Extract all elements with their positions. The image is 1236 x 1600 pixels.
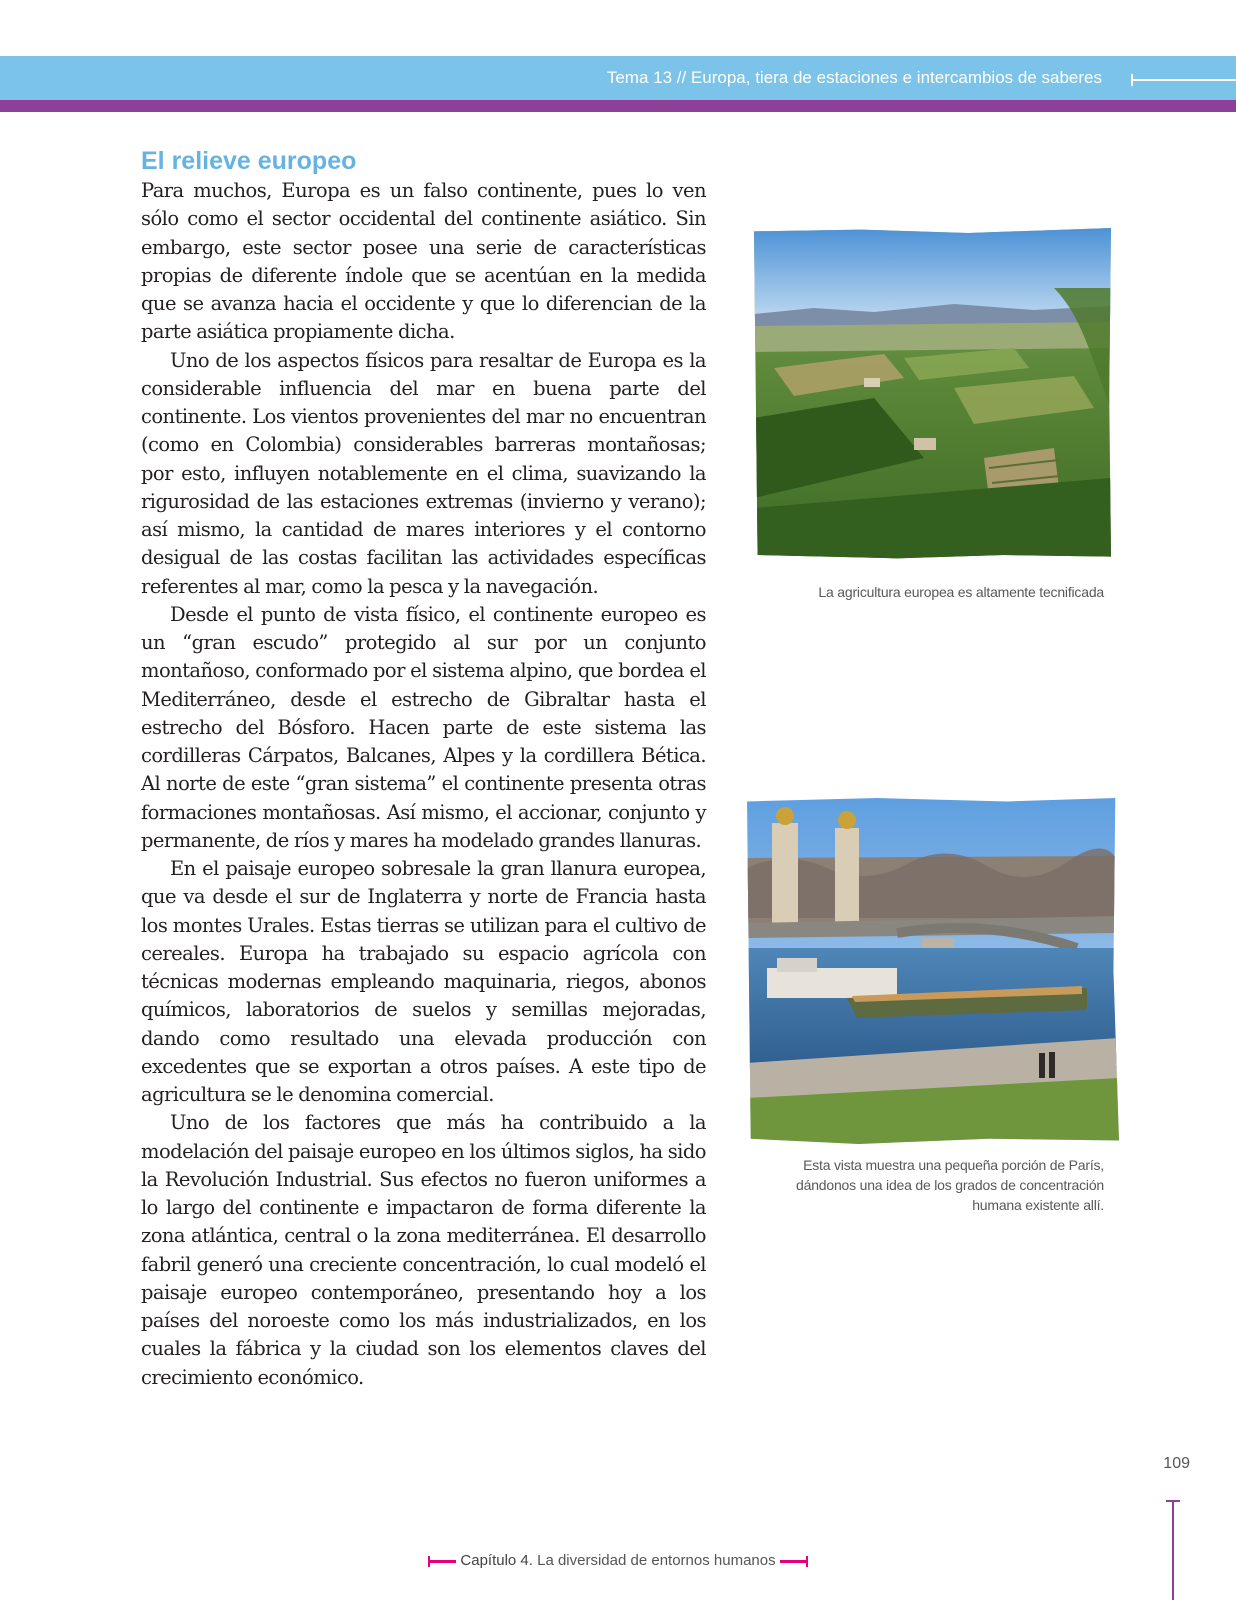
footer-rule-left [428,1560,456,1563]
figure-caption: Esta vista muestra una pequeña porción de París, dándonos una idea de los grados de concentración humana existente allí. [796,1157,1104,1213]
paris-river-illustration [747,798,1119,1144]
agriculture-landscape-illustration [754,228,1111,560]
running-header: Tema 13 // Europa, tiera de estaciones e intercambios de saberes [606,68,1102,87]
footer-chapter-title: La diversidad de entornos humanos [537,1552,776,1569]
paragraph: Uno de los factores que más ha contribuido a la modelación del paisaje europeo en los últimos siglos, ha sido la Revolución Industrial. Sus efectos no fueron uniformes a lo largo del continente e impactaron de forma diferente la zona atlántica, central o la zona mediterránea. El desarrollo fabril generó una creciente concentración, lo cual modeló el paisaje europeo contemporáneo, presentando hoy a los países del noroeste como los más industrializados, en los cuales la fábrica y la ciudad son los elementos claves del crecimiento económico. [141,1111,706,1389]
header-stripe [0,100,1236,112]
footer [0,1551,1236,1571]
page-number: 109 [1163,1455,1190,1472]
footer-rule-right [780,1560,808,1563]
footer-chapter-label: Capítulo 4. [460,1552,533,1569]
paragraph: Uno de los aspectos físicos para resaltar de Europa es la considerable influencia del mar en buena parte del continente. Los vientos provenientes del mar no encuentran (como en Colombia) considerables barreras montañosas; por esto, influyen notablemente en el clima, suavizando la rigurosidad de las estaciones extremas (invierno y verano); así mismo, la cantidad de mares interiores y el contorno desigual de las costas facilitan las actividades específicas referentes al mar, como la pesca y la navegación. [141,348,706,598]
paragraph: Desde el punto de vista físico, el continente europeo es un “gran escudo” protegido al sur por un conjunto montañoso, conformado por el sistema alpino, que bordea el Mediterráneo, desde el estrecho de Gibraltar hasta el estrecho del Bósforo. Hacen parte de este sistema las cordilleras Cárpatos, Balcanes, Alpes y la cordillera Bética. Al norte de este “gran sistema” el continente presenta otras formaciones montañosas. Así mismo, el accionar, conjunto y permanente, de ríos y mares ha modelado grandes llanuras. [141,602,706,852]
section-title: El relieve europeo [141,147,357,175]
agriculture-landscape-photo [754,228,1111,560]
header-rule [1132,79,1236,81]
paragraph: En el paisaje europeo sobresale la gran llanura europea, que va desde el sur de Inglaterra y norte de Francia hasta los montes Urales. Estas tierras se utilizan para el cultivo de cereales. Europa ha trabajado su espacio agrícola con técnicas modernas empleando maquinaria, riegos, abonos químicos, laboratorios de suelos y semillas mejoradas, dando como resultado una elevada producción con excedentes que se exportan a otros países. A este tipo de agricultura se le denomina comercial. [141,857,706,1106]
paragraph: Para muchos, Europa es un falso continente, pues lo ven sólo como el sector occidental del continente asiático. Sin embargo, este sector posee una serie de características propias de diferente índole que se acentúan en la medida que se avanza hacia el occidente y que lo diferencian de la parte asiática propiamente dicha. [141,179,706,344]
body-text [141,177,706,1392]
paris-river-photo [747,798,1119,1144]
figure-caption: La agricultura europea es altamente tecnificada [818,584,1104,600]
